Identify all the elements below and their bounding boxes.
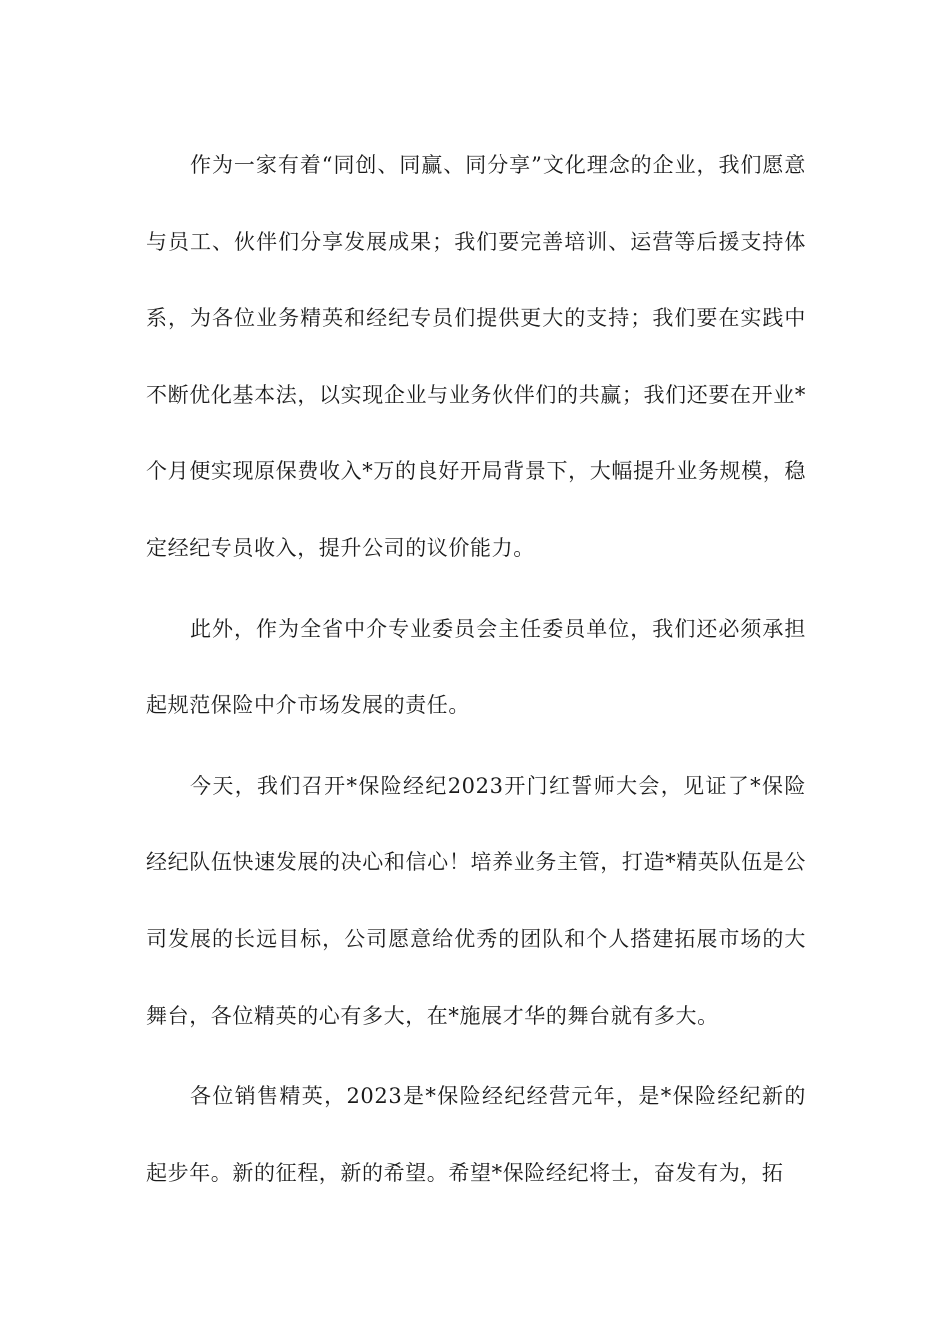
paragraph-4: 各位销售精英，2023是*保险经纪经营元年，是*保险经纪新的起步年。新的征程，新的希望。希望*保险经纪将士，奋发有为，拓 xyxy=(146,1084,806,1185)
paragraph-2: 此外，作为全省中介专业委员会主任委员单位，我们还必须承担起规范保险中介市场发展的责任。 xyxy=(146,616,806,718)
paragraph-3: 今天，我们召开*保险经纪2023开门红誓师大会，见证了*保险经纪队伍快速发展的决心和信心！培养业务主管，打造*精英队伍是公司发展的长远目标，公司愿意给优秀的团队和个人搭建拓展市场的大舞台，各位精英的心有多大，在*施展才华的舞台就有多大。 xyxy=(146,773,806,1028)
document-body xyxy=(146,127,806,1215)
paragraph-1: 作为一家有着“同创、同赢、同分享”文化理念的企业，我们愿意与员工、伙伴们分享发展成果；我们要完善培训、运营等后援支持体系，为各位业务精英和经纪专员们提供更大的支持；我们要在实践中不断优化基本法，以实现企业与业务伙伴们的共赢；我们还要在开业*个月便实现原保费收入*万的良好开局背景下，大幅提升业务规模，稳定经纪专员收入，提升公司的议价能力。 xyxy=(146,153,806,560)
